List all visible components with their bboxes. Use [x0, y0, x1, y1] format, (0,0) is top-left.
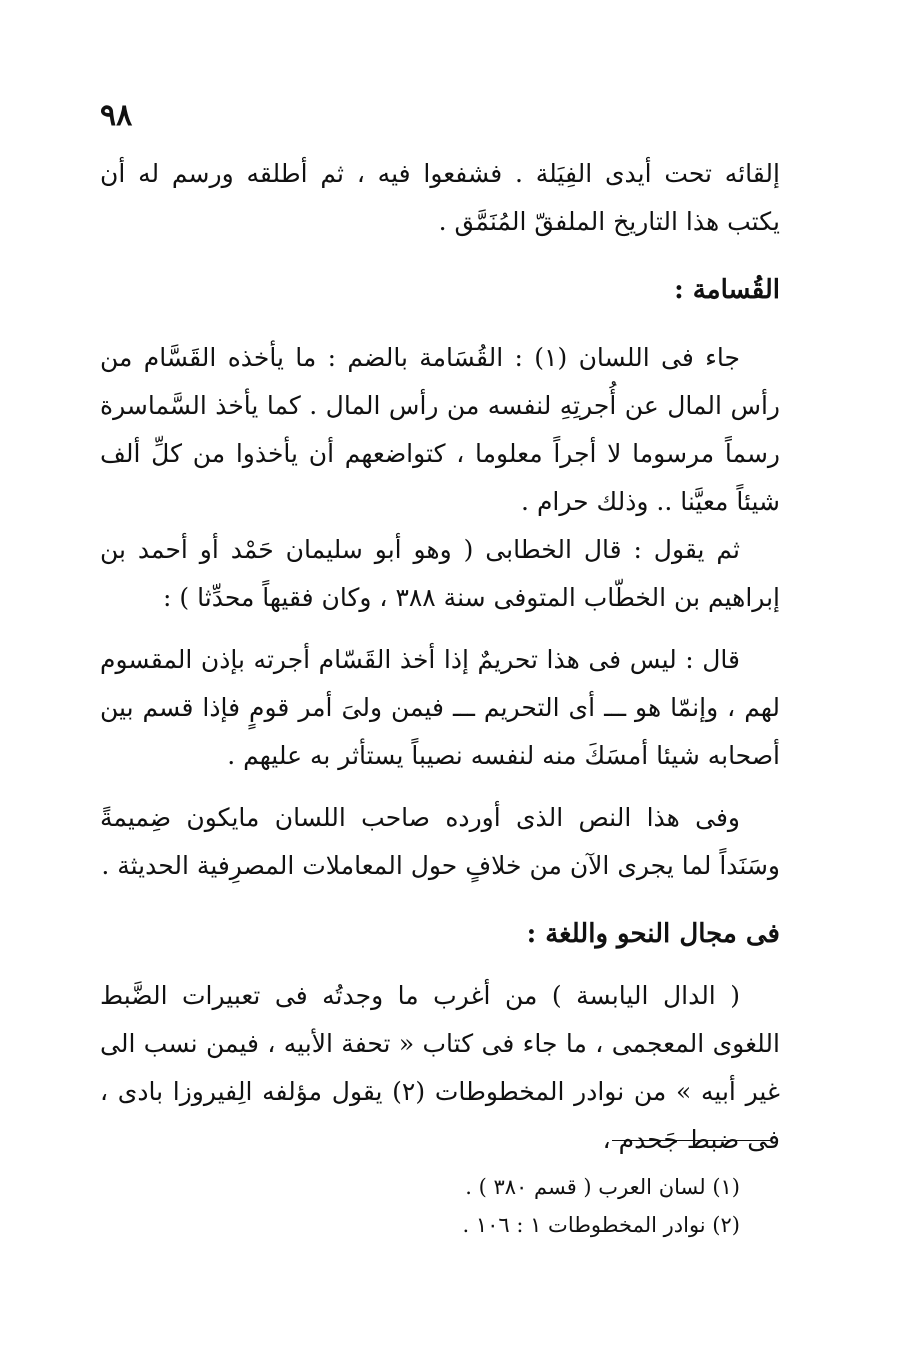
paragraph-khattabi-quote: قال : ليس فى هذا تحريمٌ إذا أخذ القَسّام أجرته بإذن المقسوم لهم ، وإنمّا هو ـــ أى التحريم ـــ فيمن ولىَ أمر قومٍ فإذا قسم بين أصحابه شيئا أمسَكَ منه لنفسه نصيباً يستأثر به عليهم .: [100, 645, 780, 770]
paragraph-intro: إلقائه تحت أيدى الفِيَلة . فشفعوا فيه ، ثم أطلقه ورسم له أن يكتب هذا التاريخ الملفقّ المُنَمَّق .: [100, 159, 780, 236]
spacer: [100, 622, 780, 636]
spacer: [100, 246, 780, 266]
footnote-separator: [612, 1140, 772, 1141]
paragraph-commentary: وفى هذا النص الذى أورده صاحب اللسان مايكون ضِميمةً وسَنَداً لما يجرى الآن من خلافٍ حول المعاملات المصرِفية الحديثة .: [100, 803, 780, 880]
paragraph-dal-yabisa: ( الدال اليابسة ) من أغرب ما وجدتُه فى تعبيرات الضَّبط اللغوى المعجمى ، ما جاء فى كتاب « تحفة الأبيه ، فيمن نسب الى غير أبيه » من نوادر المخطوطات (٢) يقول مؤلفه الِفيروزا بادى ، فى ضبط جَحدم ،: [100, 981, 780, 1154]
footnote-1: (١) لسان العرب ( قسم ٣٨٠ ) .: [465, 1175, 740, 1199]
section-heading-grammar: فى مجال النحو واللغة :: [526, 919, 780, 949]
spacer: [100, 958, 780, 972]
spacer: [100, 780, 780, 794]
footnotes: [360, 1168, 740, 1244]
footnote-2: (٢) نوادر المخطوطات ١ : ١٠٦ .: [462, 1213, 740, 1237]
section-heading-qusama: القُسامة :: [674, 275, 780, 305]
paragraph-lisan-definition: جاء فى اللسان (١) : القُسَامة بالضم : ما يأخذه القَسَّام من رأس المال عن أُجرتِهِ لنفسه من رأس المال . كما يأخذ السَّماسرة رسماً مرسوما لا أجراً معلوما ، كتواضعهم أن يأخذوا من كلِّ ألف شيئاً معيَّنا .. وذلك حرام .: [100, 343, 780, 516]
paragraph-khattabi: ثم يقول : قال الخطابى ( وهو أبو سليمان حَمْد أو أحمد بن إبراهيم بن الخطّاب المتوفى سنة ٣٨٨ ، وكان فقيهاً محدِّثا ) :: [100, 535, 780, 612]
spacer: [100, 314, 780, 334]
spacer: [100, 890, 780, 910]
page-number: ٩٨: [100, 98, 133, 133]
main-text: [100, 150, 780, 1164]
